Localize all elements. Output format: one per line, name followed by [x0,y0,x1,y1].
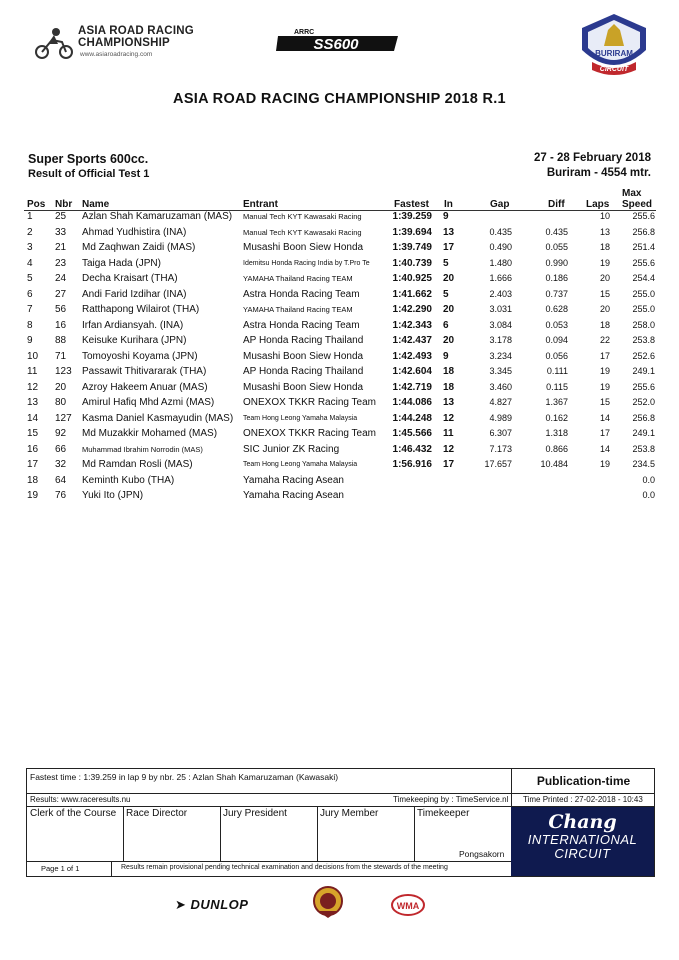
cell-speed: 0.0 [642,490,655,500]
cell-in: 13 [443,226,455,238]
cell-in: 20 [443,304,455,315]
chang-logo-circuit: CIRCUIT [554,846,611,861]
col-header-nbr: Nbr [55,199,73,210]
cell-name: Keisuke Kurihara (JPN) [82,335,187,346]
cell-pos: 11 [27,366,38,377]
cell-gap: 3.345 [489,366,512,376]
cell-entrant: AP Honda Racing Thailand [243,366,364,377]
cell-in: 18 [443,381,455,393]
publication-time-label: Publication-time [536,774,631,788]
col-header-in: In [444,199,453,210]
cell-speed: 255.0 [632,304,655,314]
cell-laps: 20 [599,273,610,283]
cell-pos: 3 [27,242,33,253]
cell-name: Passawit Thitivararak (THA) [82,366,207,377]
cell-gap: 3.234 [489,350,512,361]
fastest-time-note: Fastest time : 1:39.259 in lap 9 by nbr. 25 : Azlan Shah Kamaruzaman (Kawasaki) [30,772,339,782]
cell-laps: 17 [599,350,610,361]
cell-pos: 14 [27,412,39,424]
cell-diff: 0.737 [545,288,568,299]
cell-pos: 6 [27,288,33,300]
cell-diff: 0.990 [545,257,568,268]
cell-laps: 14 [599,443,610,454]
cell-nbr: 80 [55,397,67,408]
ss600-small-text: ARRC [294,29,315,36]
cell-diff: 0.866 [545,443,568,454]
table-row [0,225,679,240]
col-header-speed: Speed [622,199,653,210]
cell-nbr: 56 [55,304,67,315]
cell-fastest: 1:39.694 [392,226,432,238]
cell-speed: 255.0 [632,288,655,299]
logo-left-line1: ASIA ROAD RACING [78,25,194,37]
cell-entrant: Manual Tech KYT Kawasaki Racing [243,212,362,221]
cell-speed: 255.6 [632,257,655,268]
cell-in: 5 [443,288,449,300]
cell-name: Md Ramdan Rosli (MAS) [82,459,193,470]
jury-member: Jury Member [320,808,379,819]
table-row [0,411,679,426]
divider [123,806,124,861]
buriram-text: BURIRAM [595,49,633,58]
cell-fastest: 1:40.739 [392,257,432,269]
timekeeper-name: Pongsakorn [459,849,505,859]
cell-entrant: Yamaha Racing Asean [243,474,344,486]
cell-name: Md Muzakkir Mohamed (MAS) [82,428,218,439]
cell-diff: 0.094 [545,335,568,345]
cell-nbr: 27 [55,288,67,300]
chang-logo-text: Chang [548,811,617,833]
cell-entrant: Musashi Boon Siew Honda [243,381,364,393]
cell-in: 18 [443,366,455,377]
table-row [0,271,679,286]
cell-fastest: 1:42.343 [392,319,432,331]
cell-gap: 1.480 [489,257,512,268]
cell-gap: 17.657 [484,459,512,469]
jury-president: Jury President [223,808,287,819]
cell-fastest: 1:56.916 [392,459,432,470]
timekeeping-by: Timekeeping by : TimeService.nl [393,795,509,804]
cell-nbr: 127 [55,412,72,424]
cell-laps: 19 [599,459,610,469]
cell-name: Muhammad Ibrahim Norrodin (MAS) [82,444,203,454]
cell-laps: 15 [599,397,610,407]
cell-nbr: 16 [55,319,67,331]
page-title: ASIA ROAD RACING CHAMPIONSHIP 2018 R.1 [173,91,506,107]
cell-nbr: 33 [55,226,67,238]
dunlop-flying-d-icon: ➤ [175,897,187,912]
time-printed: Time Printed : 27-02-2018 - 10:43 [523,795,643,804]
cell-name: Keminth Kubo (THA) [82,474,175,486]
cell-nbr: 32 [55,459,67,470]
cell-fastest: 1:41.662 [392,288,432,300]
cell-pos: 5 [27,273,33,284]
cell-in: 11 [443,428,454,439]
table-row [0,457,679,472]
chang-logo-international: INTERNATIONAL [527,832,638,847]
wma-logo [391,894,425,916]
cell-entrant: Musashi Boon Siew Honda [243,350,364,362]
cell-entrant: Astra Honda Racing Team [243,288,360,300]
cell-laps: 13 [599,226,610,237]
page-number: Page 1 of 1 [41,864,80,873]
cell-in: 12 [443,412,455,424]
cell-diff: 0.055 [545,242,568,252]
cell-diff: 0.628 [545,304,568,314]
cell-gap: 3.460 [489,381,512,392]
cell-entrant: ONEXOX TKKR Racing Team [243,428,377,439]
cell-diff: 0.186 [545,273,568,283]
cell-gap: 3.031 [489,304,512,314]
event-venue: Buriram - 4554 mtr. [546,167,651,179]
cell-in: 9 [443,350,449,362]
cell-entrant: Manual Tech KYT Kawasaki Racing [243,227,362,237]
table-row [0,240,679,255]
clerk-of-course: Clerk of the Course [30,808,117,819]
cell-name: Andi Farid Izdihar (INA) [82,288,187,300]
cell-nbr: 92 [55,428,67,439]
cell-speed: 253.8 [632,443,655,454]
divider [511,793,512,807]
cell-speed: 255.6 [632,381,655,392]
cell-nbr: 123 [55,366,72,377]
cell-gap: 7.173 [489,443,512,454]
cell-nbr: 20 [55,381,67,393]
divider [220,806,221,861]
dunlop-logo [175,897,248,913]
col-header-diff: Diff [548,199,565,210]
divider [511,769,512,793]
cell-diff: 1.318 [545,428,568,438]
table-row [0,209,679,224]
cell-speed: 252.6 [632,350,655,361]
footer-box [26,768,655,877]
event-date: 27 - 28 February 2018 [534,152,651,164]
cell-gap: 0.435 [489,226,512,237]
col-header-entrant: Entrant [243,199,278,210]
cell-gap: 6.307 [489,428,512,438]
cell-laps: 15 [599,288,610,299]
table-row [0,287,679,302]
cell-pos: 16 [27,443,39,455]
cell-name: Azlan Shah Kamaruzaman (MAS) [82,211,233,222]
cell-speed: 251.4 [632,242,655,252]
cell-gap: 3.178 [489,335,512,345]
cell-name: Ahmad Yudhistira (INA) [82,226,187,238]
table-row [0,318,679,333]
results-url: Results: www.raceresults.nu [30,795,131,804]
fim-asia-logo [312,885,344,919]
cell-diff: 0.162 [545,412,568,423]
cell-pos: 10 [27,350,39,362]
dunlop-text: DUNLOP [190,897,249,912]
cell-pos: 9 [27,335,33,346]
cell-speed: 256.8 [632,226,655,237]
cell-entrant: SIC Junior ZK Racing [243,443,340,455]
cell-in: 17 [443,242,455,253]
cell-speed: 256.8 [632,412,655,423]
table-row [0,333,679,348]
circuit-text: CIRCUIT [599,66,629,73]
cell-laps: 17 [599,428,610,438]
cell-fastest: 1:44.086 [392,397,432,408]
cell-laps: 18 [599,319,610,330]
cell-entrant: Team Hong Leong Yamaha Malaysia [243,461,358,468]
logo-left-line2: CHAMPIONSHIP [78,37,170,49]
divider [27,861,511,862]
cell-fastest: 1:42.437 [392,335,432,346]
col-header-max: Max [622,188,642,199]
divider [111,861,112,876]
cell-diff: 0.115 [546,381,568,392]
cell-entrant: Idemitsu Honda Racing India by T.Pro Te [243,259,370,267]
table-row [0,349,679,364]
cell-gap: 3.084 [489,319,512,330]
cell-entrant: Astra Honda Racing Team [243,319,360,331]
cell-entrant: AP Honda Racing Thailand [243,335,364,346]
cell-speed: 249.1 [632,366,655,376]
cell-laps: 14 [599,412,610,423]
cell-pos: 8 [27,319,33,331]
disclaimer: Results remain provisional pending technical examination and decisions from the stewards of the meeting [121,864,448,871]
table-row [0,488,679,503]
ss600-big-text: SS600 [313,36,359,52]
cell-in: 13 [443,397,455,408]
cell-in: 5 [443,257,449,269]
session-title: Result of Official Test 1 [28,168,150,180]
table-row [0,256,679,271]
cell-name: Irfan Ardiansyah. (INA) [82,319,184,331]
table-row [0,426,679,441]
cell-entrant: ONEXOX TKKR Racing Team [243,397,377,408]
cell-name: Ratthapong Wilairot (THA) [82,304,200,315]
cell-laps: 19 [599,381,610,392]
cell-in: 9 [443,211,449,222]
cell-fastest: 1:46.432 [392,443,432,455]
cell-entrant: Yamaha Racing Asean [243,490,344,501]
cell-entrant: YAMAHA Thailand Racing TEAM [243,305,353,314]
col-header-pos: Pos [27,199,46,210]
cell-diff: 0.111 [546,366,568,376]
cell-laps: 22 [599,335,610,345]
cell-pos: 7 [27,304,33,315]
cell-in: 6 [443,319,449,331]
cell-name: Amirul Hafiq Mhd Azmi (MAS) [82,397,215,408]
cell-in: 20 [443,335,455,346]
cell-pos: 2 [27,226,33,238]
cell-diff: 10.484 [540,459,568,469]
cell-fastest: 1:39.259 [392,211,432,222]
cell-nbr: 88 [55,335,67,346]
cell-entrant: Musashi Boon Siew Honda [243,242,364,253]
cell-pos: 4 [27,257,33,269]
cell-nbr: 71 [55,350,67,362]
cell-fastest: 1:42.493 [392,350,432,362]
cell-pos: 18 [27,474,39,486]
cell-diff: 0.053 [545,319,568,330]
cell-in: 12 [443,443,455,455]
table-row [0,395,679,410]
cell-laps: 19 [599,366,610,376]
cell-pos: 15 [27,428,39,439]
cell-nbr: 76 [55,490,67,501]
col-header-laps: Laps [586,199,610,210]
cell-speed: 234.5 [632,459,655,469]
cell-gap: 4.989 [489,412,512,423]
cell-name: Md Zaqhwan Zaidi (MAS) [82,242,196,253]
class-title: Super Sports 600cc. [28,152,149,166]
col-header-gap: Gap [490,199,510,210]
cell-gap: 4.827 [489,397,512,407]
cell-laps: 20 [599,304,610,314]
race-director: Race Director [126,808,188,819]
col-header-fastest: Fastest [394,199,430,210]
cell-gap: 0.490 [489,242,512,252]
timekeeper: Timekeeper [417,808,470,819]
ss600-logo [276,26,400,52]
col-header-name: Name [82,199,110,210]
cell-fastest: 1:42.290 [392,304,432,315]
divider [414,806,415,861]
cell-nbr: 25 [55,211,67,222]
cell-diff: 1.367 [545,397,568,407]
cell-speed: 254.4 [632,273,655,283]
cell-nbr: 24 [55,273,67,284]
cell-name: Kasma Daniel Kasmayudin (MAS) [82,412,234,424]
cell-pos: 12 [27,381,39,393]
table-row [0,302,679,317]
cell-fastest: 1:42.604 [392,366,432,377]
cell-pos: 17 [27,459,39,470]
cell-speed: 0.0 [642,474,655,485]
cell-laps: 10 [599,211,610,221]
cell-name: Azroy Hakeem Anuar (MAS) [82,381,208,393]
cell-name: Taiga Hada (JPN) [82,257,161,269]
cell-laps: 18 [599,242,610,252]
divider [317,806,318,861]
table-row [0,473,679,488]
cell-diff: 0.435 [545,226,568,237]
cell-entrant: Team Hong Leong Yamaha Malaysia [243,414,358,422]
buriram-circuit-logo [574,10,654,80]
table-row [0,380,679,395]
cell-fastest: 1:45.566 [392,428,432,439]
logo-left-url: www.asiaroadracing.com [80,51,153,58]
cell-speed: 253.8 [632,335,655,345]
divider [27,793,654,794]
cell-speed: 258.0 [632,319,655,330]
cell-nbr: 64 [55,474,67,486]
rider-icon [32,24,76,60]
arrc-logo [32,20,192,64]
cell-name: Tomoyoshi Koyama (JPN) [82,350,198,362]
cell-gap: 1.666 [489,273,512,283]
table-row [0,442,679,457]
cell-laps: 19 [599,257,610,268]
cell-in: 17 [443,459,455,470]
cell-nbr: 66 [55,443,67,455]
cell-speed: 252.0 [632,397,655,407]
cell-fastest: 1:44.248 [392,412,432,424]
cell-nbr: 23 [55,257,67,269]
cell-pos: 1 [27,211,33,222]
cell-pos: 13 [27,397,39,408]
cell-diff: 0.056 [545,350,568,361]
table-row [0,364,679,379]
wma-text: WMA [396,901,420,911]
cell-fastest: 1:39.749 [392,242,432,253]
cell-fastest: 1:40.925 [392,273,432,284]
cell-pos: 19 [27,490,39,501]
cell-name: Decha Kraisart (THA) [82,273,178,284]
cell-fastest: 1:42.719 [392,381,432,393]
cell-gap: 2.403 [489,288,512,299]
cell-nbr: 21 [55,242,67,253]
cell-speed: 255.6 [632,211,655,221]
cell-name: Yuki Ito (JPN) [82,490,144,501]
cell-entrant: YAMAHA Thailand Racing TEAM [243,274,353,283]
chang-circuit-logo [511,807,654,876]
cell-in: 20 [443,273,455,284]
cell-speed: 249.1 [632,428,655,438]
